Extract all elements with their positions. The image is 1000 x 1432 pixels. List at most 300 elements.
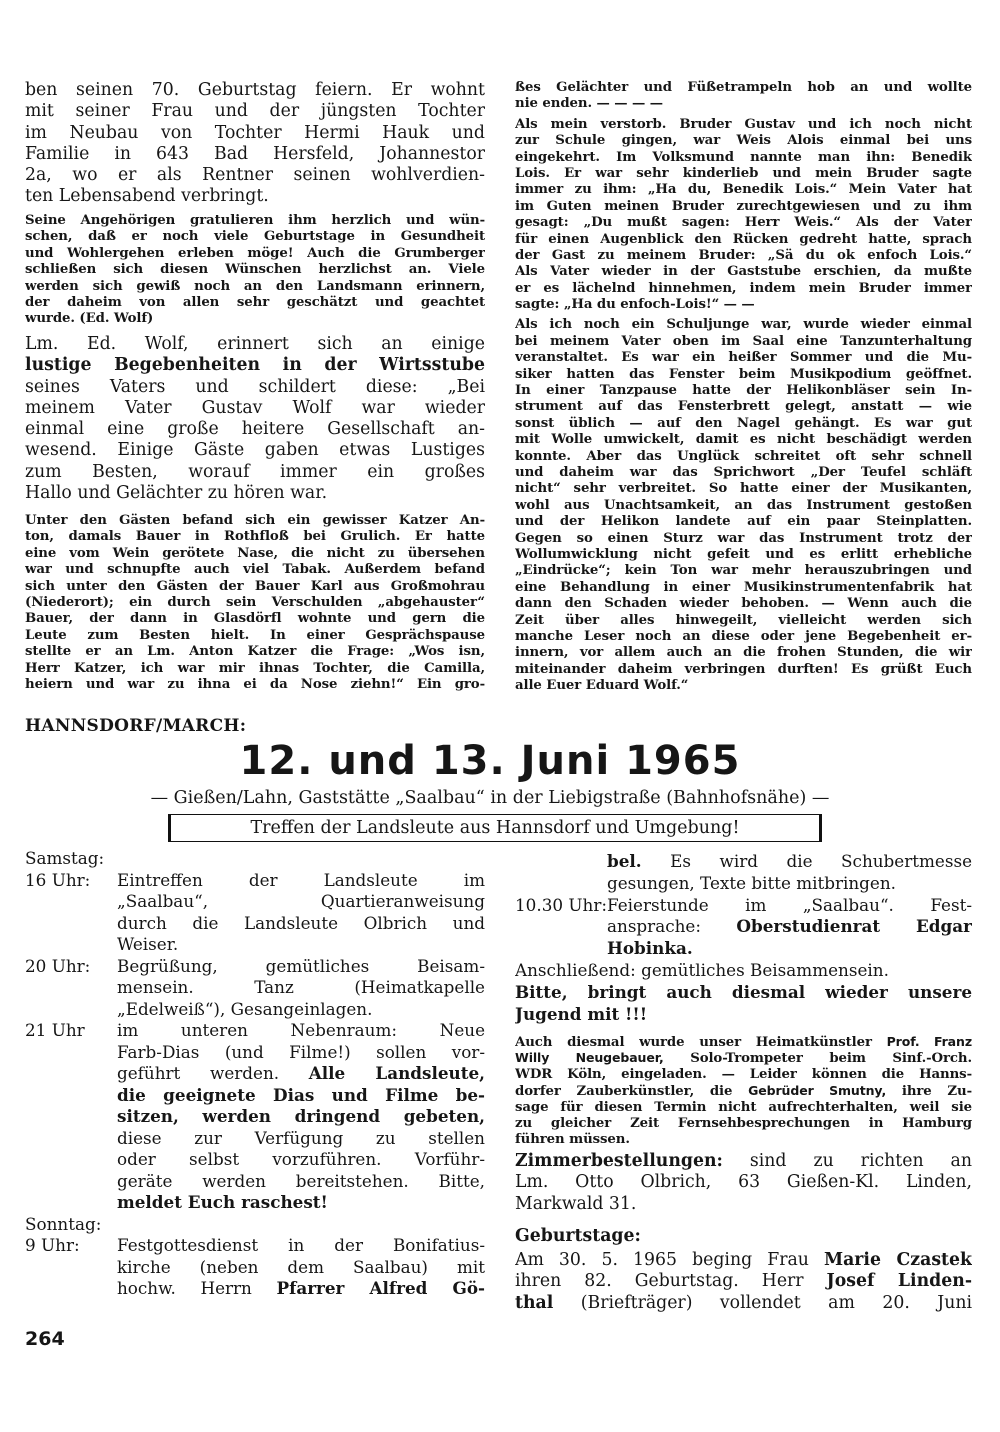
text-run: schen, daß er noch viele Geburtstage in Gesundheit (25, 229, 485, 245)
text-line (25, 334, 485, 355)
bold-text: Hobinka. (607, 938, 693, 959)
text-line (515, 465, 972, 481)
text-run: Lois. Er war sehr kinderlieb und mein Bruder sagte (515, 165, 972, 181)
schedule-row (25, 1214, 485, 1236)
text-line (117, 913, 485, 935)
text-run: sind zu richten an (722, 1151, 972, 1171)
text-run: ansprache: (607, 916, 737, 937)
text-line (25, 419, 485, 440)
text-run: immer zu ihm: „Ha du, Benedik Lois.“ Mein Vater hat (515, 182, 972, 198)
text-run: sonst üblich — auf den Nagel gehängt. Es war gut (515, 415, 972, 431)
bold-text: Oberstudienrat Edgar (736, 916, 972, 937)
text-run: Feierstunde im „Saalbau“. Fest- (607, 894, 972, 915)
text-line (25, 562, 485, 578)
text-run: miteinander daheim verbringen durften! Es grüßt Euch (515, 661, 972, 677)
bold-text: Pfarrer Alfred Gö- (276, 1278, 485, 1298)
schedule-time (515, 851, 607, 873)
text-line (117, 956, 485, 978)
text-run: Festgottesdienst in der Bonifatius- (117, 1235, 485, 1255)
text-run: Solo-Trompeter beim Sinf.-Orch. (663, 1051, 972, 1067)
text-line (25, 80, 485, 101)
schedule-row (25, 1020, 485, 1042)
text-run: im Guten meinen Bruder zurechtgewiesen und zu ihm (515, 198, 972, 214)
text-line (515, 1194, 972, 1215)
text-line (25, 1214, 485, 1236)
text-line (117, 1106, 485, 1128)
schedule-row (515, 873, 972, 895)
text-run: sage für diesen Termin nicht aufrechterhalten, weil sie (515, 1099, 972, 1115)
text-run: Als ich noch ein Schuljunge war, wurde wieder einmal (515, 317, 972, 333)
schedule-row (515, 851, 972, 873)
text-run: Zeit über alles hinwegeilt, vielleicht werden sich (515, 612, 972, 628)
text-line (515, 449, 972, 465)
bold-text: Josef Linden- (826, 1271, 972, 1292)
schedule-row (25, 1128, 485, 1150)
text-run: ihren 82. Geburtstag. Herr (515, 1271, 827, 1292)
text-line (515, 150, 972, 166)
text-line (25, 101, 485, 122)
text-run: Am 30. 5. 1965 beging Frau (515, 1250, 824, 1270)
schedule-time: 16 Uhr: (25, 869, 91, 890)
text-line (117, 1149, 485, 1171)
text-line (25, 295, 485, 311)
text-line (515, 248, 972, 264)
text-run: wohl aus Unachtsamkeit, an das Instrument gestoßen (515, 497, 972, 513)
paragraph (515, 317, 972, 694)
text-line (515, 678, 972, 694)
text-line (25, 377, 485, 398)
schedule-time (25, 999, 117, 1021)
text-run: Anschließend: gemütliches Beisammensein. (515, 959, 889, 980)
schedule-time: 20 Uhr: (25, 955, 91, 976)
text-line (515, 629, 972, 645)
text-line (515, 80, 972, 96)
text-run: nicht“ sehr verbreitet. So hatte einer der Musikanten, (515, 481, 972, 497)
text-run: oder selbst vorzuführen. Vorführ- (117, 1149, 485, 1169)
text-line (25, 579, 485, 595)
text-line (515, 960, 972, 982)
text-line (117, 1192, 485, 1214)
bold-text: die geeignete Dias und Filme be- (117, 1084, 485, 1105)
text-run: eine Behandlung in einer Musikinstrumentenfabrik hat (515, 579, 972, 595)
text-run: eine vom Wein gerötete Nase, die nicht zu übersehen (25, 545, 485, 561)
bold-name: Gebrüder Smutny, (748, 1083, 887, 1099)
article-paragraph-congratulations (25, 213, 485, 332)
text-line (515, 199, 972, 215)
text-line (117, 1063, 485, 1085)
text-line (117, 870, 485, 892)
paragraph (25, 213, 485, 328)
page-number: 264 (25, 1328, 65, 1350)
text-line (515, 1132, 972, 1148)
text-line (117, 1128, 485, 1150)
text-run: zu gleicher Zeit Fernsehbesprechungen in Hamburg (515, 1115, 972, 1131)
text-run: Auch diesmal wurde unser Heimatkünstler (515, 1035, 887, 1050)
bold-text: sitzen, werden dringend gebeten, (117, 1106, 485, 1126)
text-line (515, 1116, 972, 1132)
schedule-time (25, 1042, 117, 1064)
text-run: wurde. (Ed. Wolf) (25, 311, 154, 327)
text-run: hochw. Herrn (117, 1278, 277, 1298)
text-line (515, 166, 972, 182)
text-line (25, 440, 485, 461)
text-line (515, 1067, 972, 1083)
text-run: der daheim von allen sehr geschätzt und geachtet (25, 294, 485, 310)
text-line (25, 628, 485, 644)
text-run: zur Schule gingen, war Weis Alois einmal bei uns (515, 133, 972, 149)
schedule-time (25, 1171, 117, 1193)
text-line (607, 895, 972, 917)
paragraph (515, 1034, 972, 1149)
text-run: Samstag: (25, 848, 105, 868)
text-line (515, 367, 972, 383)
schedule-time (25, 1085, 117, 1107)
text-run: geräte werden bereitstehen. Bitte, (117, 1170, 485, 1191)
text-line (515, 1083, 972, 1099)
text-line (515, 215, 972, 231)
text-run: ihre Zu- (886, 1084, 972, 1100)
text-run: geführt werden. (117, 1063, 309, 1083)
text-run: kirche (neben dem Saalbau) mit (117, 1256, 485, 1277)
text-run: und daheim war das Sprichwort „Der Teufel schläft (515, 464, 972, 480)
schedule-row (25, 1085, 485, 1107)
text-line (117, 934, 485, 956)
text-line (515, 317, 972, 333)
text-run: Als Vater wieder in der Gaststube erschien, da mußte (515, 264, 972, 280)
text-run: (Niederort); ein durch sein Verschulden „abgehauster“ (25, 594, 485, 610)
text-line (25, 677, 485, 693)
text-line (25, 246, 485, 262)
text-run: bei meinem Vater oben im Saal eine Tanzunterhaltung (515, 333, 972, 349)
text-run: mit seiner Frau und der jüngsten Tochter (25, 101, 485, 122)
schedule-row (25, 870, 485, 892)
schedule-row (25, 1042, 485, 1064)
text-run: Es wird die Schubertmesse (641, 851, 972, 871)
schedule-row (515, 916, 972, 938)
paragraph (515, 1151, 972, 1215)
bold-name: Willy Neugebauer, (515, 1050, 664, 1066)
text-line (515, 531, 972, 547)
text-run: Sonntag: (25, 1213, 102, 1234)
text-line (117, 1235, 485, 1257)
bold-text: Marie Czastek (823, 1250, 972, 1270)
bold-text: Geburtstage: (515, 1226, 641, 1246)
paragraph (25, 334, 485, 504)
room-booking-paragraph (515, 1151, 972, 1215)
text-run: dann den Schaden wieder behoben. — Wenn auch die (515, 596, 972, 612)
schedule-row (515, 938, 972, 960)
text-run: Begrüßung, gemütliches Beisam- (117, 955, 485, 976)
text-line (117, 1085, 485, 1107)
text-run: mit Wolle umwickelt, damit es nicht beschädigt werden (515, 432, 972, 448)
text-line (515, 662, 972, 678)
text-line (607, 916, 972, 938)
text-run: Lm. Ed. Wolf, erinnert sich an einige (25, 334, 485, 354)
text-line (117, 999, 485, 1021)
text-line (607, 938, 972, 960)
bold-name: Prof. Franz (886, 1034, 972, 1049)
text-line (25, 144, 485, 165)
text-line (515, 596, 972, 612)
text-run: Familie in 643 Bad Hersfeld, Johannestor (25, 143, 485, 164)
text-run: Leute zum Besten hielt. In einer Gesprächspause (25, 627, 485, 643)
paragraph (515, 117, 972, 314)
text-run: war und schnupfte auch viel Tabak. Außerdem befand (25, 562, 485, 578)
text-line (117, 1171, 485, 1193)
text-run: im unteren Nebenraum: Neue (117, 1020, 485, 1040)
bold-text: Alle Landsleute, (308, 1063, 485, 1083)
schedule-time (25, 977, 117, 999)
event-boxed-caption: Treffen der Landsleute aus Hannsdorf und Umgebung! (168, 814, 822, 842)
text-line (515, 117, 972, 133)
text-run: durch die Landsleute Olbrich und (117, 912, 485, 933)
text-run: „Eindrücke“; kein Ton war mehr herauszubringen und (515, 563, 972, 579)
article-paragraph-intro (25, 334, 485, 504)
text-line (117, 1020, 485, 1042)
text-run: mensein. Tanz (Heimatkapelle (117, 977, 485, 997)
schedule-time (25, 1149, 117, 1171)
text-line (515, 1172, 972, 1193)
schedule-time (25, 1257, 117, 1279)
article-right-column (515, 80, 972, 698)
schedule-row (515, 895, 972, 917)
text-run: ton, damals Bauer in Rothfloß bei Grulich. Er hatte (25, 529, 485, 545)
text-run: manche Leser noch an diese oder jene Begebenheit er- (515, 628, 972, 644)
text-line (25, 186, 485, 207)
text-run: Lm. Otto Olbrich, 63 Gießen-Kl. Linden, (515, 1172, 972, 1193)
paragraph (515, 1226, 972, 1247)
text-run: Gegen so einen Sturz war das Instrument trotz der (515, 530, 972, 546)
text-line (25, 229, 485, 245)
text-run: werden sich gewiß noch an den Landsmann erinnern, (25, 278, 485, 294)
text-line (515, 1250, 972, 1271)
text-line (515, 297, 972, 313)
schedule-row (25, 934, 485, 956)
text-line (515, 498, 972, 514)
text-line (25, 848, 485, 870)
schedule-continued (515, 851, 972, 1025)
text-run: er es lächelnd hinnehmen, indem mein Bruder immer (515, 280, 972, 296)
schedule-time (25, 1106, 117, 1128)
text-line (607, 873, 972, 895)
text-line (515, 383, 972, 399)
schedule-time (25, 1278, 117, 1300)
text-line (515, 1271, 972, 1292)
text-run: Herr Katzer, ich war mir ihnas Tochter, die Camilla, (25, 660, 485, 676)
text-run: Seine Angehörigen gratulieren ihm herzlich und wün- (25, 213, 485, 228)
bold-text: Zimmerbestellungen: (515, 1151, 723, 1171)
text-run: Als mein verstorb. Bruder Gustav und ich noch nicht (515, 116, 972, 132)
text-run: WDR Köln, eingeladen. — Leider können die Hanns- (515, 1066, 972, 1082)
text-run: meinem Vater Gustav Wolf war wieder (25, 397, 485, 418)
text-run: siker hatten das Fenster beim Musikpodium geöffnet. (515, 366, 972, 382)
text-run: eingekehrt. Im Volksmund nannte man ihn: Benedik (515, 149, 972, 165)
text-line (515, 1293, 972, 1314)
text-line (515, 182, 972, 198)
event-title: 12. und 13. Juni 1965 (239, 738, 741, 784)
text-line (25, 644, 485, 660)
text-run: sich unter den Gästen der Bauer Karl aus Großmohrau (25, 578, 485, 594)
text-run: konnte. Aber das Unglück schreitet oft sehr schnell (515, 448, 972, 464)
text-line (515, 133, 972, 149)
text-line (515, 514, 972, 530)
text-line (25, 355, 485, 376)
schedule-row (25, 977, 485, 999)
paragraph (515, 1250, 972, 1314)
text-line (25, 529, 485, 545)
text-run: Eintreffen der Landsleute im (117, 869, 485, 890)
text-line (117, 977, 485, 999)
schedule-row (25, 913, 485, 935)
text-line (515, 281, 972, 297)
text-run: 2a, wo er als Rentner seinen wohlverdien- (25, 165, 485, 186)
birthdays-paragraph (515, 1250, 972, 1314)
schedule-time (25, 1128, 117, 1150)
text-run: gesagt: „Du mußt sagen: Herr Weis.“ Als der Vater (515, 215, 972, 231)
schedule-row (25, 1235, 485, 1257)
text-run: sagte: „Ha du enfoch-Lois!“ — — (515, 297, 755, 313)
schedule-time (25, 891, 117, 913)
text-run: ten Lebensabend verbringt. (25, 186, 269, 207)
text-line (25, 546, 485, 562)
text-run: nie enden. — — — — (515, 96, 663, 112)
schedule-time (515, 873, 607, 895)
text-run: innern, vor allem auch an die frohen Stunden, die wir (515, 645, 972, 661)
text-run: Weiser. (117, 934, 179, 954)
text-line (515, 334, 972, 350)
text-run: dorfer Zauberkünstler, die (515, 1084, 749, 1100)
text-line (515, 232, 972, 248)
schedule-time: 21 Uhr (25, 1020, 85, 1040)
text-line (25, 513, 485, 529)
text-line (515, 264, 972, 280)
schedule-time (25, 913, 117, 935)
text-run: ben seinen 70. Geburtstag feiern. Er wohnt (25, 80, 485, 100)
schedule-time (515, 938, 607, 960)
article-paragraph-anecdote (25, 513, 485, 697)
schedule-row (25, 1063, 485, 1085)
schedule-row (25, 1149, 485, 1171)
text-line (515, 96, 972, 112)
schedule-time (25, 1063, 117, 1085)
schedule-row (25, 999, 485, 1021)
text-run: Unter den Gästen befand sich ein gewisser Katzer An- (25, 513, 485, 528)
bold-text: bel. (607, 851, 642, 871)
bold-text: Jugend mit !!! (515, 1003, 648, 1024)
text-run: Wollumwicklung nicht gefeit und es erlitt erhebliche (515, 546, 972, 562)
bold-text: Bitte, bringt auch diesmal wieder unsere (515, 981, 972, 1002)
text-line (25, 483, 485, 504)
text-run: alle Euer Eduard Wolf.“ (515, 678, 689, 694)
text-line (117, 1278, 485, 1300)
schedule-time (25, 934, 117, 956)
bold-text: meldet Euch raschest! (117, 1192, 328, 1212)
text-run: seines Vaters und schildert diese: „Bei (25, 376, 485, 397)
text-line (25, 311, 485, 327)
text-line (117, 891, 485, 913)
article-paragraph-birthday (25, 80, 485, 208)
text-line (515, 982, 972, 1004)
text-run: für einen Augenblick den Rücken gedreht hatte, sprach (515, 231, 972, 247)
text-line (515, 481, 972, 497)
event-location: — Gießen/Lahn, Gaststätte „Saalbau“ in der Liebigstraße (Bahnhofsnähe) — (150, 788, 830, 808)
bold-text: thal (515, 1292, 554, 1313)
schedule-time: 10.30 Uhr: (515, 894, 608, 915)
text-run: Bauer, der dann in Glasdörfl wohnte und gern die (25, 611, 485, 627)
text-run: führen müssen. (515, 1132, 630, 1148)
text-run: im Neubau von Tochter Hermi Hauk und (25, 122, 485, 143)
text-run: veranstaltet. Es war ein heißer Sommer und die Mu- (515, 350, 972, 366)
bold-text: lustige Begebenheiten in der Wirtsstube (25, 355, 485, 376)
text-line (25, 595, 485, 611)
text-run: gesungen, Texte bitte mitbringen. (607, 872, 896, 893)
text-run: wesend. Einige Gäste gaben etwas Lustiges (25, 440, 485, 461)
text-run: Farb-Dias (und Filme!) sollen vor- (117, 1041, 485, 1062)
text-line (25, 462, 485, 483)
text-run: und Wohlergehen erleben möge! Auch die Grumberger (25, 245, 485, 261)
text-line (515, 432, 972, 448)
text-line (25, 661, 485, 677)
schedule-row (25, 956, 485, 978)
text-run: diese zur Verfügung zu stellen (117, 1127, 485, 1148)
text-line (25, 165, 485, 186)
schedule-row (25, 1257, 485, 1279)
text-run: zum Besten, worauf immer ein großes (25, 461, 485, 482)
schedule-time (25, 1192, 117, 1214)
text-line (515, 563, 972, 579)
text-line (25, 279, 485, 295)
text-run: ßes Gelächter und Füßetrampeln hob an und wollte (515, 80, 972, 95)
schedule-row (25, 1278, 485, 1300)
text-line (515, 1226, 972, 1247)
text-run: Hallo und Gelächter zu hören war. (25, 483, 328, 504)
text-run: In einer Tanzpause hatte der Helikonbläser sein In- (515, 383, 972, 399)
schedule-row (25, 1192, 485, 1214)
text-line (515, 1151, 972, 1172)
text-run: „Saalbau“, Quartieranweisung (117, 891, 485, 911)
schedule-row (515, 982, 972, 1004)
text-line (117, 1042, 485, 1064)
text-line (25, 123, 485, 144)
text-line (25, 398, 485, 419)
text-run: „Edelweiß“), Gesangeinlagen. (117, 998, 373, 1019)
schedule-row (25, 1106, 485, 1128)
schedule-row (515, 1004, 972, 1026)
section-heading: HANNSDORF/MARCH: (25, 716, 247, 736)
schedule-time: 9 Uhr: (25, 1235, 80, 1255)
paragraph (515, 80, 972, 113)
text-run: stellte er an Lm. Anton Katzer die Frage: „Wos isn, (25, 644, 485, 660)
text-line (515, 1004, 972, 1026)
text-line (117, 1257, 485, 1279)
text-run: schließen sich diesen Wünschen herzlichst an. Viele (25, 262, 485, 278)
text-line (515, 399, 972, 415)
text-run: heiern und war zu ihna ei da Nose ziehn!“ Ein gro- (25, 676, 485, 692)
text-line (607, 851, 972, 873)
text-line (515, 416, 972, 432)
text-line (515, 645, 972, 661)
text-line (515, 1034, 972, 1050)
text-line (515, 350, 972, 366)
text-line (25, 262, 485, 278)
text-line (25, 213, 485, 229)
text-line (515, 547, 972, 563)
schedule-row (25, 848, 485, 870)
text-run: der Gast zu meinem Bruder: „Sä du ok enfoch Lois.“ (515, 247, 972, 263)
schedule-saturday-sunday (25, 848, 485, 1300)
schedule-row (25, 891, 485, 913)
text-run: einmal eine große heitere Gesellschaft an- (25, 419, 485, 440)
